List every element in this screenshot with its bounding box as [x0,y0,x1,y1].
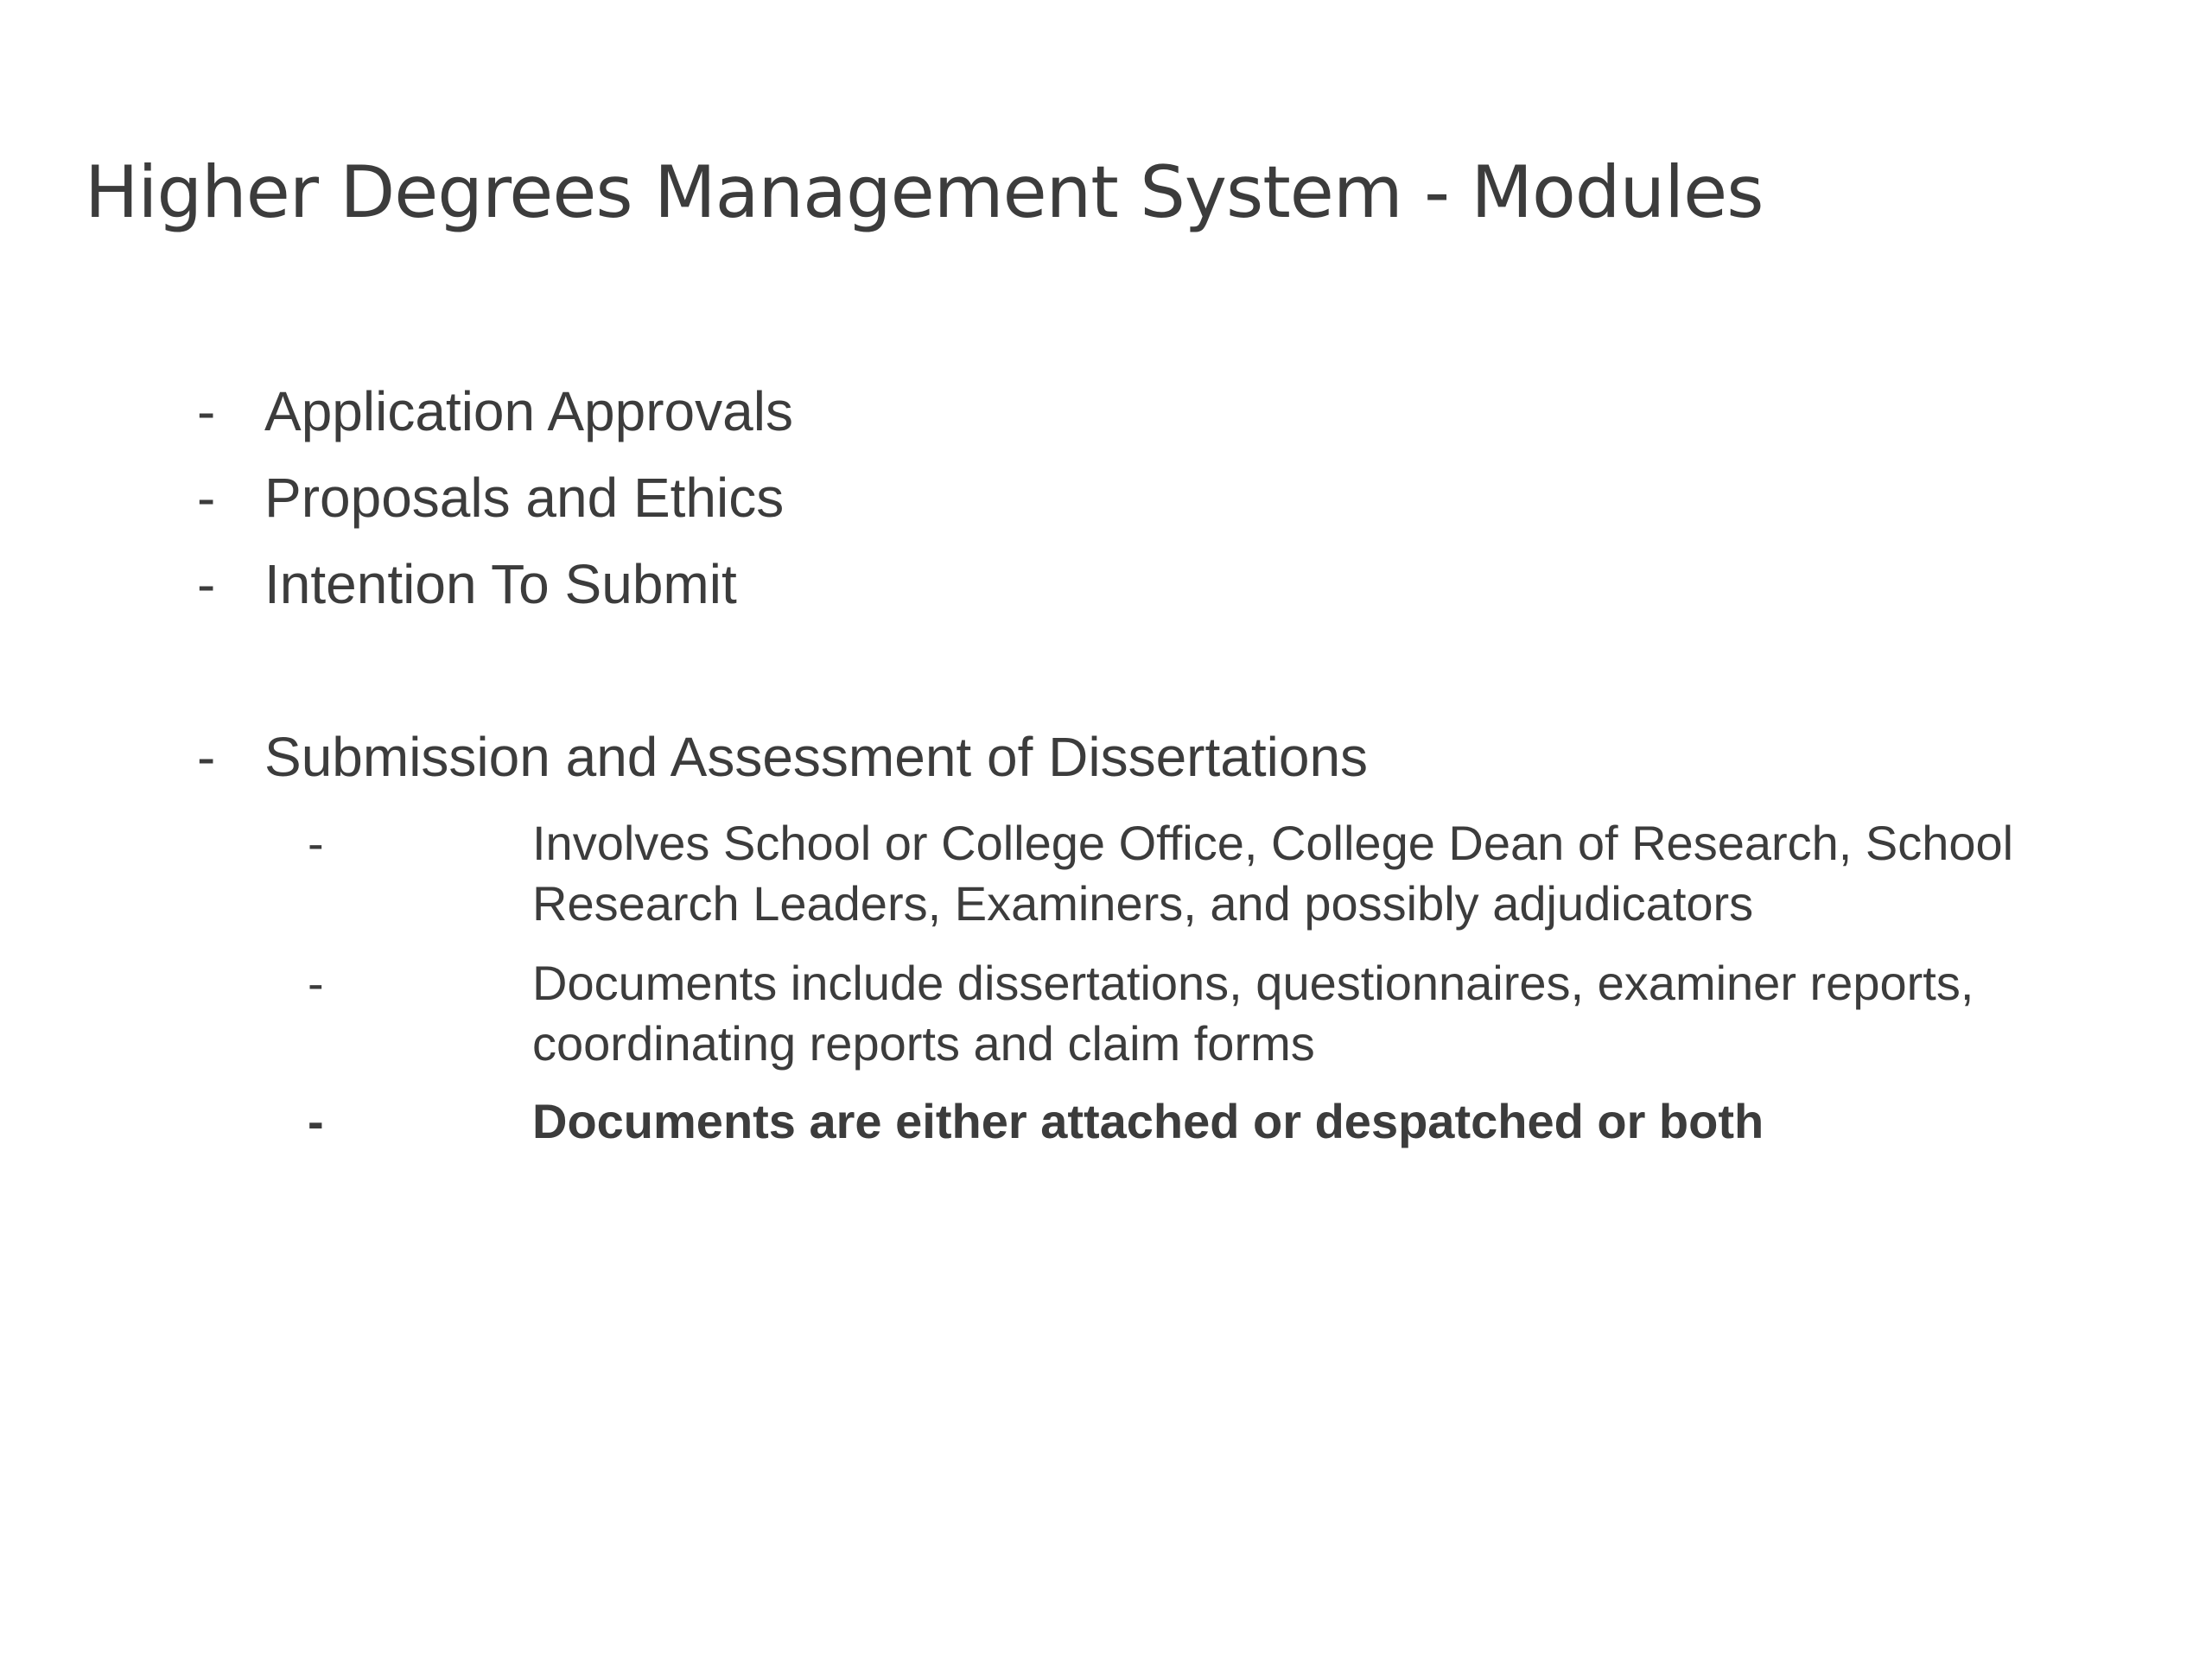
bullet-text: Proposals and Ethics [264,467,785,529]
bullet-text: Application Approvals [264,380,793,442]
bullet-text: Submission and Assessment of Dissertations [264,726,1369,788]
sub-bullet-text: Documents include dissertations, questionnaires, examiner reports, coordinating reports and claim forms [532,956,1974,1071]
bullet-dash: - [197,467,216,529]
slide-title: Higher Degrees Management System - Modules [85,150,1764,234]
bullet-dash: - [308,956,324,1010]
bullet-dash: - [308,1094,324,1148]
bullet-dash: - [308,816,324,870]
sub-bullet-text: Involves School or College Office, College Dean of Research, School Research Leaders, Examiners, and possibly adjudicators [532,816,2014,931]
bullet-text: Intention To Submit [264,553,737,615]
sub-bullet-text: Documents are either attached or despatched or both [532,1094,1764,1148]
bullet-dash: - [197,380,216,442]
bullet-dash: - [197,726,216,788]
bullet-dash: - [197,553,216,615]
